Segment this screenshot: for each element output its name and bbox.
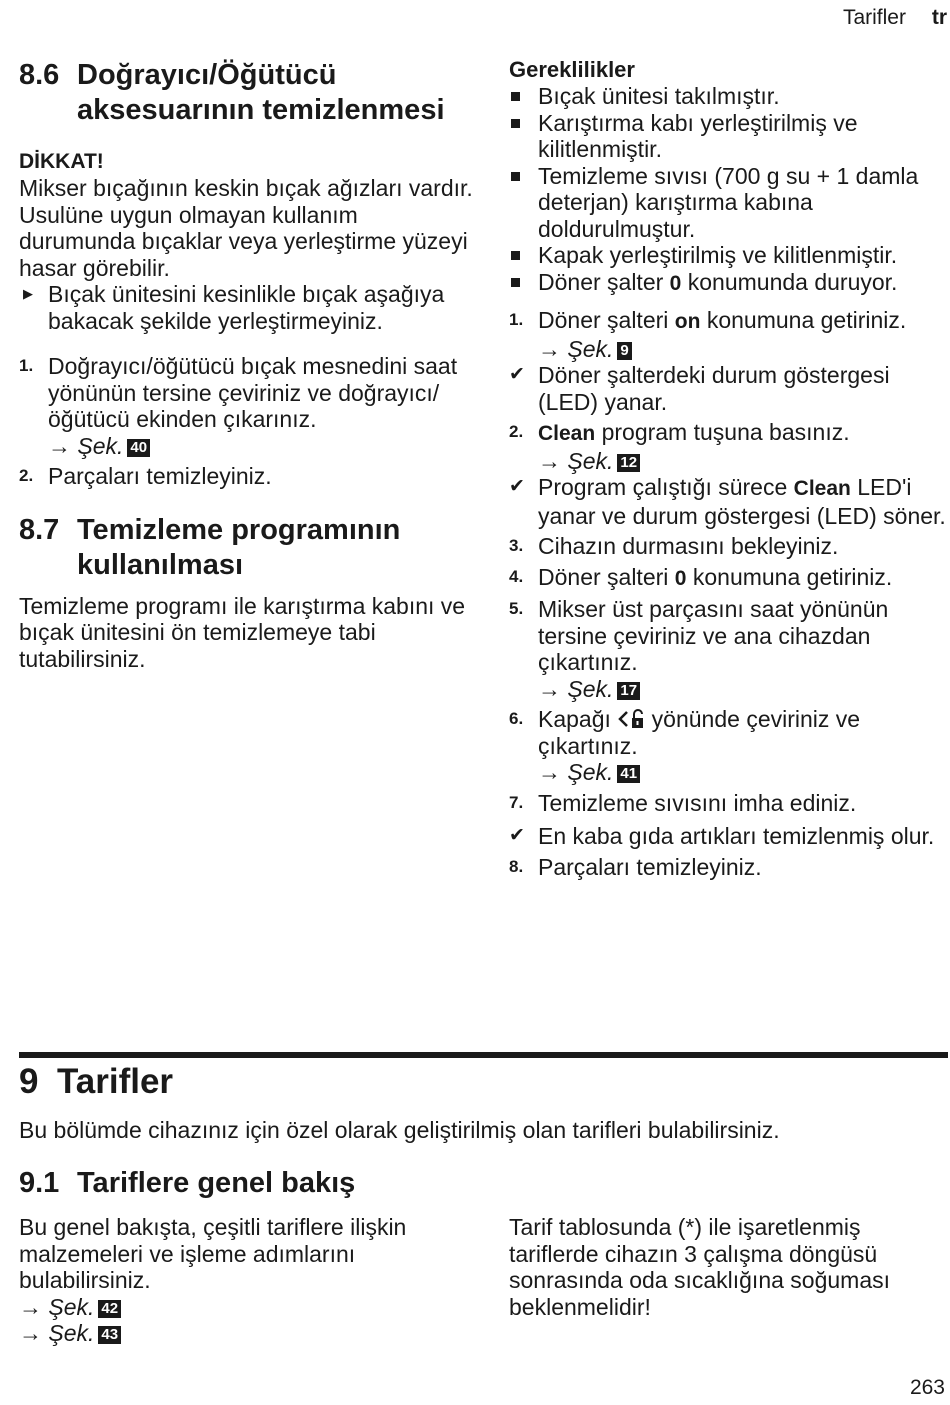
- section-8-6-heading: [19, 58, 474, 128]
- step-text: Parçaları temizleyiniz.: [48, 463, 272, 489]
- figure-reference: → Şek.: [538, 759, 614, 785]
- section-9-1-note: Tarif tablosunda (*) ile işaretlenmiş tariflerde cihazın 3 çalışma döngüsü sonrasında oda sıcaklığına soğuması beklenmelidir!: [509, 1214, 891, 1320]
- section-9-1-left: [19, 1214, 474, 1347]
- figure-badge: 41: [617, 765, 640, 783]
- requirement-item: Kapak yerleştirilmiş ve kilitlenmiştir.: [509, 242, 950, 269]
- section-title: Tariflere genel bakış: [77, 1167, 356, 1199]
- section-9-1-heading: [19, 1166, 355, 1201]
- chapter-9-heading: [19, 1061, 173, 1103]
- header-language: tr: [931, 6, 947, 29]
- figure-reference: → Şek.: [538, 335, 614, 362]
- step-text: Doğrayıcı/öğütücü bıçak mesnedini saat yönünün tersine çeviriniz ve doğrayıcı/öğütücü ekinden çıkarınız.: [48, 353, 458, 432]
- result-item: ✔ En kaba gıda artıkları temizlenmiş olur.: [509, 823, 935, 849]
- square-bullet-icon: [509, 110, 538, 163]
- section-number: 8.6: [19, 59, 60, 91]
- step-2: [19, 463, 474, 490]
- result-item: ✔ Program çalıştığı sürece Clean LED'i yanar ve durum göstergesi (LED) söner.: [509, 474, 946, 529]
- requirements-title: Gereklilikler: [509, 57, 635, 82]
- warning-action-text: Bıçak ünitesini kesinlikle bıçak aşağıya bakacak şekilde yerleştirmeyiniz.: [48, 281, 445, 334]
- figure-badge: 12: [617, 454, 640, 472]
- section-number: 9.1: [19, 1167, 60, 1199]
- section-title: Temizleme programının kullanılması: [77, 513, 401, 581]
- step-5: 5. Mikser üst parçasını saat yönünün tersine çeviriniz ve ana cihazdan çıkartınız. → Şek. 17: [509, 596, 889, 702]
- result-item: ✔ Döner şalterdeki durum göstergesi (LED) yanar.: [509, 362, 890, 415]
- chapter-intro: Bu bölümde cihazınız için özel olarak geliştirilmiş olan tarifleri bulabilirsiniz.: [19, 1117, 780, 1143]
- figure-badge: 43: [98, 1326, 121, 1344]
- requirement-item: Döner şalter 0 konumunda duruyor.: [509, 269, 950, 298]
- step-3: 3. Cihazın durmasını bekleyiniz.: [509, 533, 839, 559]
- requirement-item: Bıçak ünitesi takılmıştır.: [509, 83, 950, 110]
- figure-reference: → Şek.: [538, 447, 614, 474]
- step-1: [19, 353, 474, 459]
- section-9-1-text: Bu genel bakışta, çeşitli tariflere ilişkin malzemeleri ve işleme adımlarını bulabilirsiniz.: [19, 1214, 407, 1293]
- figure-badge: 40: [127, 439, 150, 457]
- step-2: 2. Clean program tuşuna basınız. → Şek. 12: [509, 419, 850, 474]
- triangle-bullet-icon: ▶: [23, 286, 33, 301]
- running-header: [843, 6, 947, 30]
- step-6: 6. Kapağı yönünde çeviriniz ve çıkartınız. → Şek. 41: [509, 706, 861, 785]
- figure-reference: → Şek.: [48, 432, 124, 459]
- checkmark-icon: ✔: [509, 825, 525, 846]
- step-7: 7. Temizleme sıvısını imha ediniz.: [509, 789, 857, 816]
- square-bullet-icon: [509, 269, 538, 298]
- step-number: 1.: [19, 356, 34, 375]
- step-1: 1. Döner şalteri on konumuna getiriniz. → Şek. 9: [509, 307, 907, 362]
- page-number: 263: [909, 1376, 945, 1399]
- figure-badge: 17: [617, 682, 640, 700]
- step-4: 4. Döner şalteri 0 konumuna getiriniz.: [509, 563, 893, 590]
- figure-badge: 42: [98, 1300, 121, 1318]
- left-column: [19, 58, 474, 672]
- square-bullet-icon: [509, 242, 538, 269]
- step-8: 8. Parçaları temizleyiniz.: [509, 853, 762, 880]
- figure-reference: → Şek.: [19, 1320, 95, 1346]
- section-number: 8.7: [19, 513, 60, 546]
- checkmark-icon: ✔: [509, 364, 525, 385]
- unlock-rotate-icon: [617, 709, 645, 729]
- figure-badge: 9: [617, 342, 631, 360]
- requirement-item: Temizleme sıvısı (700 g su + 1 damla deterjan) karıştırma kabına doldurulmuştur.: [509, 163, 950, 243]
- requirement-item: Karıştırma kabı yerleştirilmiş ve kilitlenmiştir.: [509, 110, 950, 163]
- warning-text: Mikser bıçağının keskin bıçak ağızları vardır. Usulüne uygun olmayan kullanım durumunda bıçaklar veya yerleştirme yüzeyi hasar görebilir.: [19, 175, 473, 281]
- section-divider: [19, 1052, 948, 1058]
- header-section: Tarifler: [842, 6, 906, 29]
- chapter-number: 9: [19, 1062, 39, 1101]
- figure-reference: → Şek.: [19, 1293, 95, 1320]
- section-8-7-text: Temizleme programı ile karıştırma kabını ve bıçak ünitesini ön temizlemeye tabi tutabilirsiniz.: [19, 592, 466, 672]
- warning-action: [19, 281, 474, 334]
- right-column: [509, 56, 950, 880]
- square-bullet-icon: [509, 163, 538, 243]
- section-title: Doğrayıcı/Öğütücü aksesuarının temizlenmesi: [77, 59, 445, 126]
- section-9-1-right: [509, 1214, 950, 1320]
- chapter-title: Tarifler: [57, 1062, 174, 1101]
- figure-reference: → Şek.: [538, 675, 614, 702]
- checkmark-icon: ✔: [509, 476, 525, 497]
- step-number: 2.: [19, 466, 34, 485]
- warning-title: DİKKAT!: [19, 150, 104, 173]
- square-bullet-icon: [509, 83, 538, 110]
- section-8-7-heading: [19, 513, 474, 583]
